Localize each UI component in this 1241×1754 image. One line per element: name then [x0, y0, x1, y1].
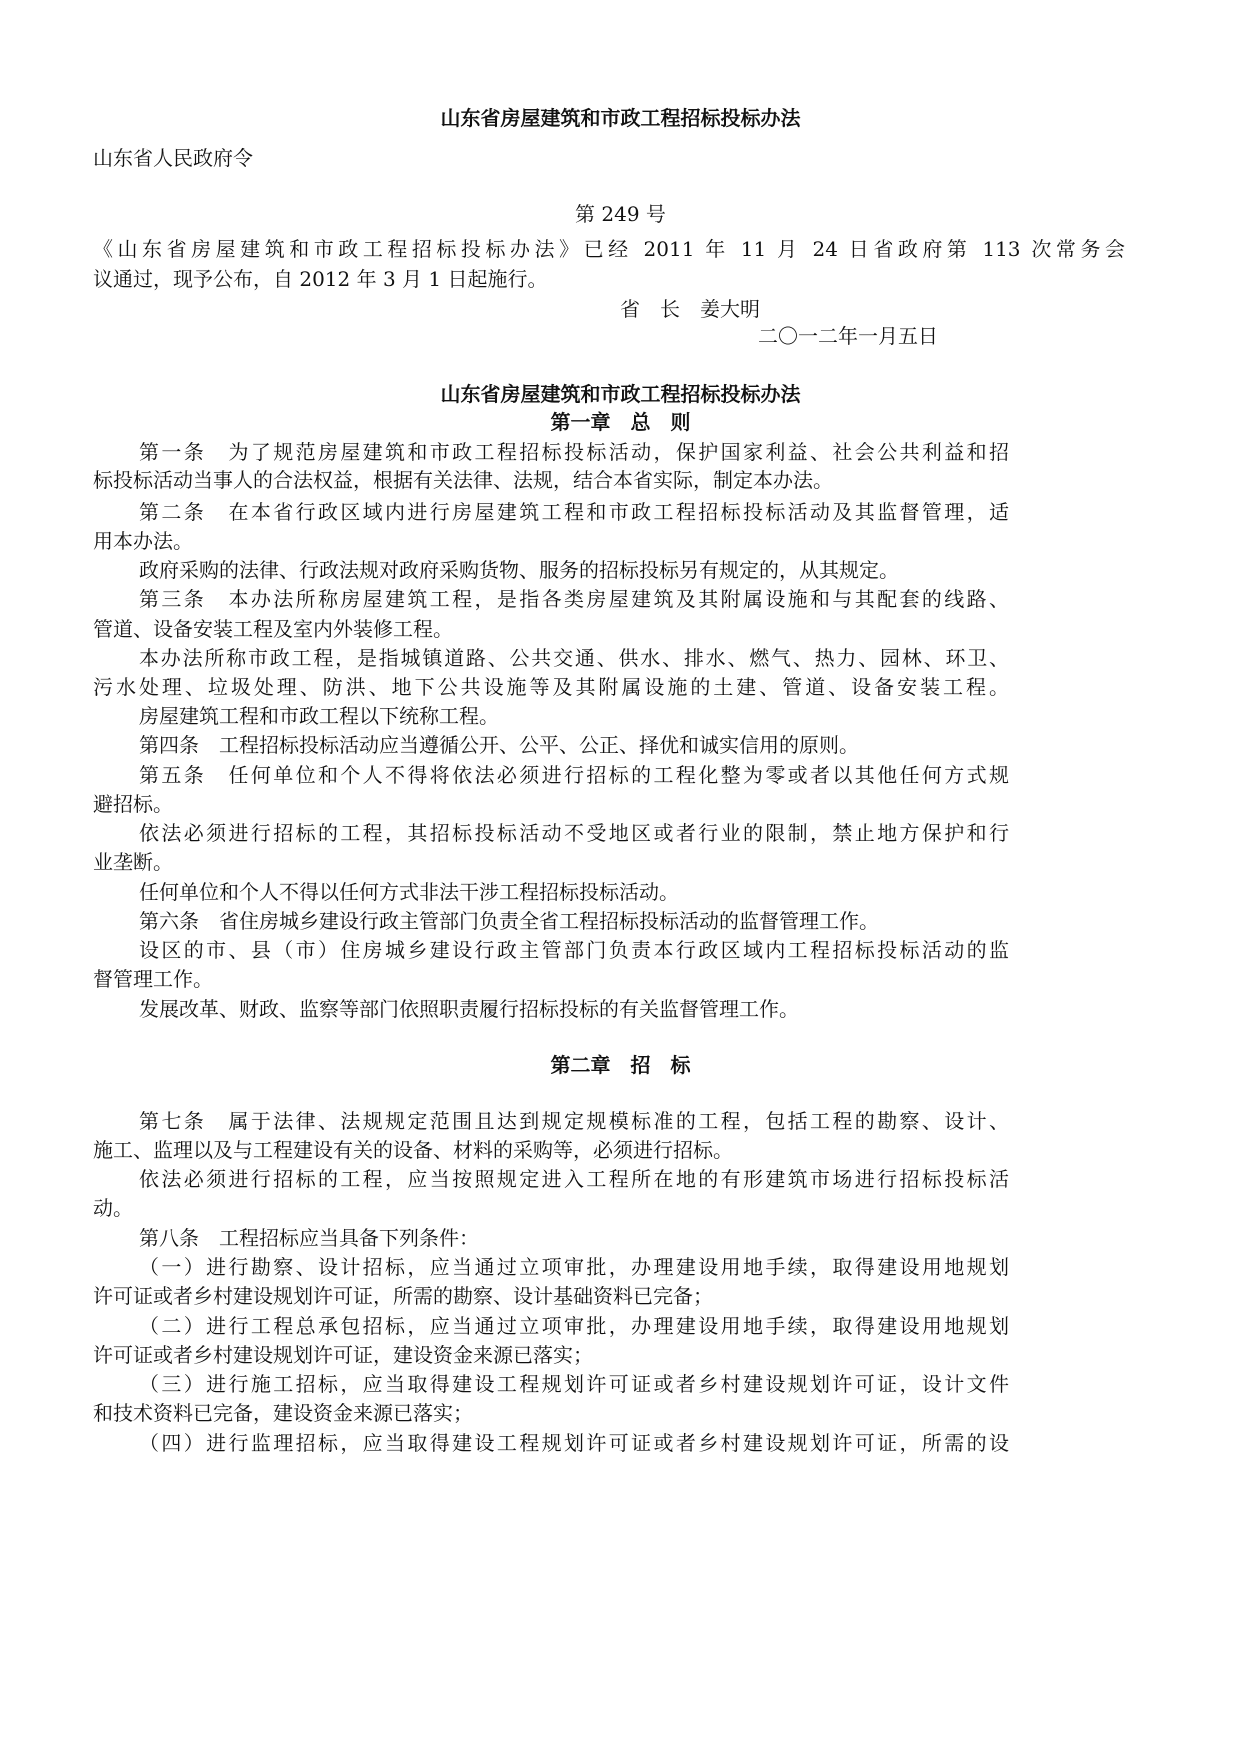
article-5-para-2-line-1: 依法必须进行招标的工程，其招标投标活动不受地区或者行业的限制，禁止地方保护和行 [139, 821, 1009, 845]
article-6-para-2-line-2: 督管理工作。 [93, 967, 213, 991]
article-7-line-1: 第七条 属于法律、法规规定范围且达到规定规模标准的工程，包括工程的勘察、设计、 [139, 1109, 1009, 1133]
decree-line-1: 《山东省房屋建筑和市政工程招标投标办法》已经 2011 年 11 月 24 日省政府第 113 次常务会 [93, 237, 1125, 261]
sign-date: 二〇一二年一月五日 [758, 324, 938, 348]
article-5-line-1: 第五条 任何单位和个人不得将依法必须进行招标的工程化整为零或者以其他任何方式规 [139, 763, 1009, 787]
decree-line-2: 议通过，现予公布，自 2012 年 3 月 1 日起施行。 [93, 267, 548, 291]
article-7-para-2-line-1: 依法必须进行招标的工程，应当按照规定进入工程所在地的有形建筑市场进行招标投标活 [139, 1167, 1009, 1191]
issuer-line: 山东省人民政府令 [93, 146, 253, 170]
rules-title: 山东省房屋建筑和市政工程招标投标办法 [440, 382, 801, 406]
article-3-para-2-line-2: 污水处理、垃圾处理、防洪、地下公共设施等及其附属设施的土建、管道、设备安装工程。 [93, 675, 1009, 699]
article-5-para-2-line-2: 业垄断。 [93, 850, 173, 874]
article-3-para-3: 房屋建筑工程和市政工程以下统称工程。 [139, 704, 499, 728]
article-8: 第八条 工程招标应当具备下列条件： [139, 1226, 479, 1250]
article-2-line-1: 第二条 在本省行政区域内进行房屋建筑工程和市政工程招标投标活动及其监督管理，适 [139, 500, 1009, 524]
article-1-line-2: 标投标活动当事人的合法权益，根据有关法律、法规，结合本省实际，制定本办法。 [93, 468, 833, 492]
article-3-line-1: 第三条 本办法所称房屋建筑工程，是指各类房屋建筑及其附属设施和与其配套的线路、 [139, 587, 1009, 611]
order-number: 第 249 号 [575, 202, 666, 226]
article-3-line-2: 管道、设备安装工程及室内外装修工程。 [93, 617, 453, 641]
chapter-2-title: 第二章 招 标 [550, 1053, 691, 1077]
document-title: 山东省房屋建筑和市政工程招标投标办法 [440, 106, 801, 130]
article-8-item-3-line-1: （三）进行施工招标，应当取得建设工程规划许可证或者乡村建设规划许可证，设计文件 [139, 1372, 1009, 1396]
article-7-para-2-line-2: 动。 [93, 1196, 133, 1220]
chapter-1-title: 第一章 总 则 [550, 410, 691, 434]
article-6-para-2-line-1: 设区的市、县（市）住房城乡建设行政主管部门负责本行政区域内工程招标投标活动的监 [139, 938, 1009, 962]
article-8-item-2-line-2: 许可证或者乡村建设规划许可证，建设资金来源已落实； [93, 1343, 593, 1367]
article-8-item-4-line-1: （四）进行监理招标，应当取得建设工程规划许可证或者乡村建设规划许可证，所需的设 [139, 1431, 1009, 1455]
article-3-para-2-line-1: 本办法所称市政工程，是指城镇道路、公共交通、供水、排水、燃气、热力、园林、环卫、 [139, 646, 1009, 670]
article-8-item-3-line-2: 和技术资料已完备，建设资金来源已落实； [93, 1401, 473, 1425]
article-1-line-1: 第一条 为了规范房屋建筑和市政工程招标投标活动，保护国家利益、社会公共利益和招 [139, 440, 1009, 464]
article-5-line-2: 避招标。 [93, 792, 173, 816]
article-6: 第六条 省住房城乡建设行政主管部门负责全省工程招标投标活动的监督管理工作。 [139, 909, 879, 933]
article-5-para-3: 任何单位和个人不得以任何方式非法干涉工程招标投标活动。 [139, 880, 679, 904]
article-8-item-2-line-1: （二）进行工程总承包招标，应当通过立项审批，办理建设用地手续，取得建设用地规划 [139, 1314, 1009, 1338]
article-2-line-2: 用本办法。 [93, 529, 193, 553]
article-8-item-1-line-1: （一）进行勘察、设计招标，应当通过立项审批，办理建设用地手续，取得建设用地规划 [139, 1255, 1009, 1279]
signatory: 省 长 姜大明 [620, 297, 760, 321]
article-7-line-2: 施工、监理以及与工程建设有关的设备、材料的采购等，必须进行招标。 [93, 1138, 733, 1162]
article-8-item-1-line-2: 许可证或者乡村建设规划许可证，所需的勘察、设计基础资料已完备； [93, 1284, 713, 1308]
article-4: 第四条 工程招标投标活动应当遵循公开、公平、公正、择优和诚实信用的原则。 [139, 733, 859, 757]
article-2-paragraph-2: 政府采购的法律、行政法规对政府采购货物、服务的招标投标另有规定的，从其规定。 [139, 558, 899, 582]
article-6-para-3: 发展改革、财政、监察等部门依照职责履行招标投标的有关监督管理工作。 [139, 997, 799, 1021]
